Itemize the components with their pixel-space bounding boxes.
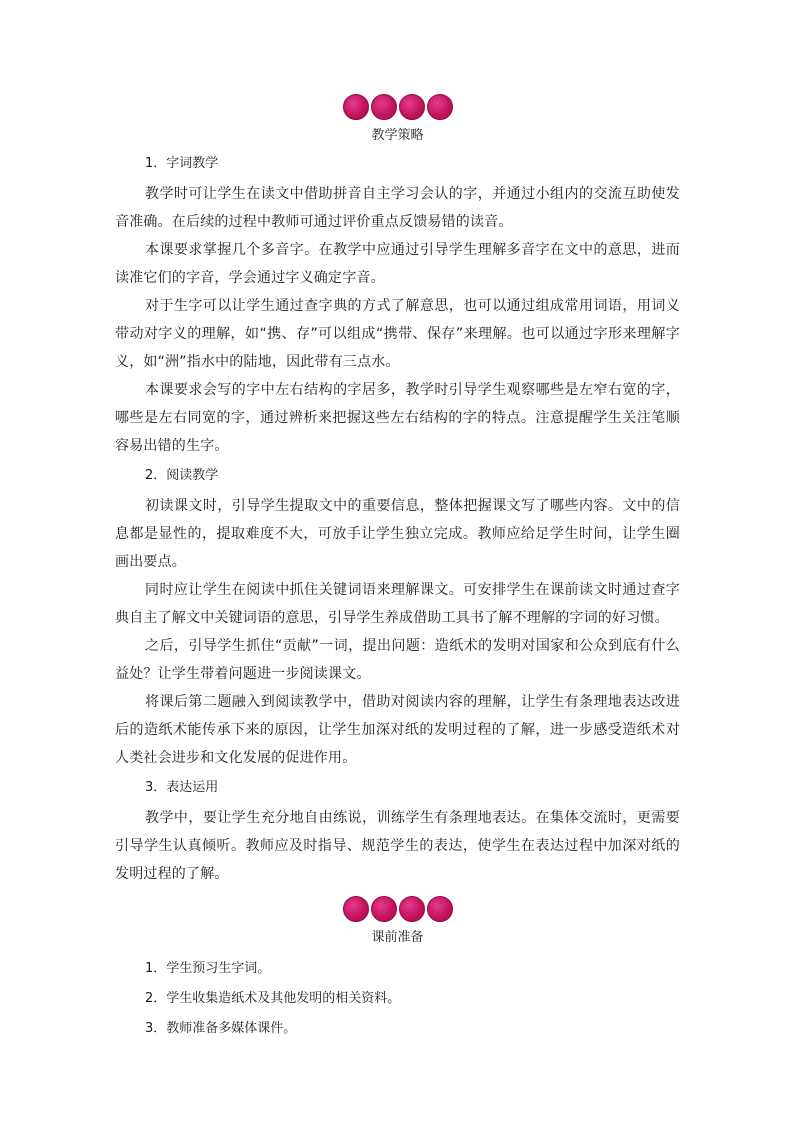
list-item: 2．学生收集造纸术及其他发明的相关资料。 [145, 991, 401, 1006]
magenta-dot-icon [343, 896, 369, 922]
magenta-dot-icon [399, 94, 425, 120]
document-content [115, 92, 680, 1044]
item-heading: 1．字词教学 [145, 156, 219, 171]
paragraph: 本课要求掌握几个多音字。在教学中应通过引导学生理解多音字在文中的意思，进而读准它们的字音，学会通过字义确定字音。 [115, 242, 680, 286]
paragraph: 教学时可让学生在读文中借助拼音自主学习会认的字，并通过小组内的交流互助使发音准确。在后续的过程中教师可通过评价重点反馈易错的读音。 [115, 186, 680, 230]
paragraph: 本课要求会写的字中左右结构的字居多，教学时引导学生观察哪些是左窄右宽的字，哪些是左右同宽的字，通过辨析来把握这些左右结构的字的特点。注意提醒学生关注笔顺容易出错的生字。 [115, 382, 680, 454]
item-heading: 3．表达运用 [145, 780, 219, 795]
section-marker-dots [115, 894, 680, 924]
paragraph: 初读课文时，引导学生提取文中的重要信息，整体把握课文写了哪些内容。文中的信息都是显性的，提取难度不大，可放手让学生独立完成。教师应给足学生时间，让学生圈画出要点。 [115, 498, 680, 570]
section-title: 教学策略 [371, 128, 424, 143]
paragraph: 之后，引导学生抓住“贡献”一词，提出问题：造纸术的发明对国家和公众到底有什么益处？让学生带着问题进一步阅读课文。 [115, 638, 680, 682]
section-title: 课前准备 [371, 930, 424, 945]
paragraph: 教学中，要让学生充分地自由练说，训练学生有条理地表达。在集体交流时，更需要引导学生认真倾听。教师应及时指导、规范学生的表达，使学生在表达过程中加深对纸的发明过程的了解。 [115, 810, 680, 882]
list-item: 3．教师准备多媒体课件。 [145, 1021, 297, 1036]
item-heading: 2．阅读教学 [145, 468, 219, 483]
section-header-preparation [115, 894, 680, 948]
magenta-dot-icon [427, 896, 453, 922]
magenta-dot-icon [399, 896, 425, 922]
list-item: 1．学生预习生字词。 [145, 961, 271, 976]
paragraph: 对于生字可以让学生通过查字典的方式了解意思，也可以通过组成常用词语，用词义带动对字义的理解，如“携、存”可以组成“携带、保存”来理解。也可以通过字形来理解字义，如“洲”指水中的陆地，因此带有三点水。 [115, 298, 680, 370]
section-header-strategy [115, 92, 680, 146]
magenta-dot-icon [371, 94, 397, 120]
magenta-dot-icon [427, 94, 453, 120]
paragraph: 同时应让学生在阅读中抓住关键词语来理解课文。可安排学生在课前读文时通过查字典自主了解文中关键词语的意思，引导学生养成借助工具书了解不理解的字词的好习惯。 [115, 582, 680, 626]
magenta-dot-icon [371, 896, 397, 922]
section-marker-dots [115, 92, 680, 122]
paragraph: 将课后第二题融入到阅读教学中，借助对阅读内容的理解，让学生有条理地表达改进后的造纸术能传承下来的原因，让学生加深对纸的发明过程的了解，进一步感受造纸术对人类社会进步和文化发展的促进作用。 [115, 694, 680, 766]
magenta-dot-icon [343, 94, 369, 120]
